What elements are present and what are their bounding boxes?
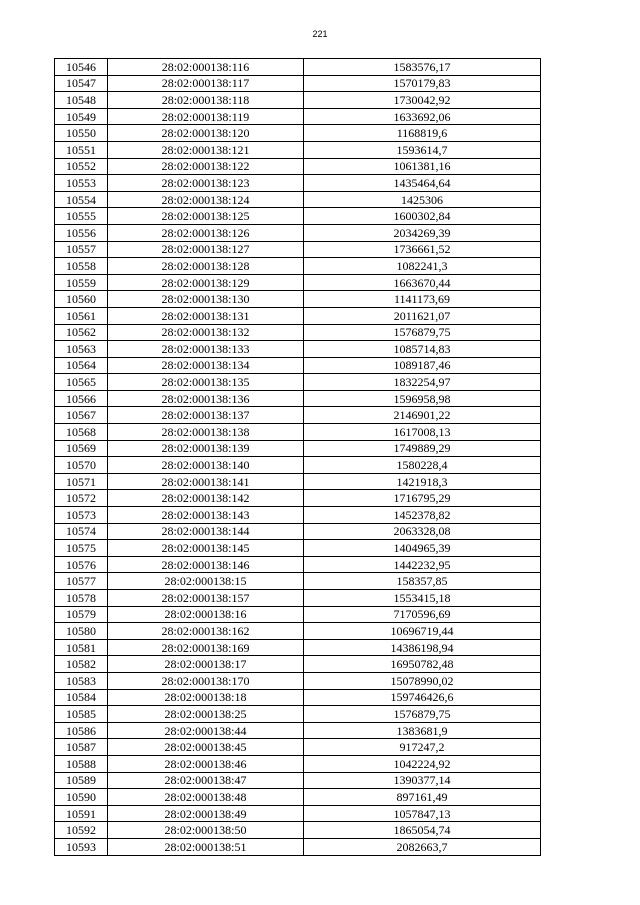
table-row [55,108,541,125]
cadastral-number-cell: 28:02:000138:144 [108,523,304,540]
table-row [55,722,541,739]
table-row [55,656,541,673]
cadastral-number-cell: 28:02:000138:169 [108,639,304,656]
row-number-cell: 10590 [55,789,108,806]
cadastral-number-cell: 28:02:000138:119 [108,108,304,125]
row-number-cell: 10593 [55,838,108,855]
cadastral-value-cell: 1663670,44 [304,274,541,291]
cadastral-number-cell: 28:02:000138:47 [108,772,304,789]
cadastral-value-cell: 1730042,92 [304,92,541,109]
cadastral-number-cell: 28:02:000138:138 [108,424,304,441]
table-row [55,307,541,324]
table-row [55,59,541,76]
cadastral-value-cell: 1553415,18 [304,590,541,607]
cadastral-value-cell: 1390377,14 [304,772,541,789]
table-row [55,706,541,723]
cadastral-number-cell: 28:02:000138:129 [108,274,304,291]
cadastral-value-cell: 2011621,07 [304,307,541,324]
cadastral-value-cell: 1736661,52 [304,241,541,258]
cadastral-value-cell: 1061381,16 [304,158,541,175]
table-row [55,191,541,208]
cadastral-value-cell: 1633692,06 [304,108,541,125]
cadastral-value-cell: 1085714,83 [304,341,541,358]
table-row [55,158,541,175]
row-number-cell: 10577 [55,573,108,590]
row-number-cell: 10559 [55,274,108,291]
cadastral-number-cell: 28:02:000138:122 [108,158,304,175]
table-row [55,822,541,839]
row-number-cell: 10585 [55,706,108,723]
row-number-cell: 10564 [55,357,108,374]
cadastral-value-cell: 1082241,3 [304,258,541,275]
row-number-cell: 10555 [55,208,108,225]
row-number-cell: 10552 [55,158,108,175]
cadastral-value-cell: 1593614,7 [304,141,541,158]
table-row [55,672,541,689]
table-row [55,805,541,822]
table-row [55,739,541,756]
cadastral-number-cell: 28:02:000138:143 [108,507,304,524]
cadastral-number-cell: 28:02:000138:50 [108,822,304,839]
cadastral-number-cell: 28:02:000138:170 [108,672,304,689]
table-row [55,125,541,142]
cadastral-value-cell: 897161,49 [304,789,541,806]
cadastral-number-cell: 28:02:000138:125 [108,208,304,225]
cadastral-value-cell: 1141173,69 [304,291,541,308]
table-row [55,341,541,358]
table-row [55,175,541,192]
row-number-cell: 10553 [55,175,108,192]
cadastral-value-cell: 14386198,94 [304,639,541,656]
row-number-cell: 10573 [55,507,108,524]
table-row [55,556,541,573]
cadastral-value-cell: 159746426,6 [304,689,541,706]
cadastral-number-cell: 28:02:000138:49 [108,805,304,822]
row-number-cell: 10586 [55,722,108,739]
table-row [55,540,541,557]
cadastral-number-cell: 28:02:000138:126 [108,224,304,241]
cadastral-number-cell: 28:02:000138:157 [108,590,304,607]
cadastral-number-cell: 28:02:000138:130 [108,291,304,308]
cadastral-value-cell: 1576879,75 [304,324,541,341]
cadastral-number-cell: 28:02:000138:162 [108,623,304,640]
cadastral-value-cell: 2063328,08 [304,523,541,540]
row-number-cell: 10574 [55,523,108,540]
cadastral-value-cell: 1442232,95 [304,556,541,573]
cadastral-number-cell: 28:02:000138:124 [108,191,304,208]
row-number-cell: 10584 [55,689,108,706]
cadastral-value-cell: 1057847,13 [304,805,541,822]
row-number-cell: 10551 [55,141,108,158]
cadastral-value-cell: 1749889,29 [304,440,541,457]
row-number-cell: 10561 [55,307,108,324]
cadastral-number-cell: 28:02:000138:139 [108,440,304,457]
row-number-cell: 10583 [55,672,108,689]
cadastral-number-cell: 28:02:000138:116 [108,59,304,76]
table-row [55,424,541,441]
row-number-cell: 10571 [55,473,108,490]
row-number-cell: 10572 [55,490,108,507]
cadastral-value-cell: 2146901,22 [304,407,541,424]
cadastral-number-cell: 28:02:000138:131 [108,307,304,324]
cadastral-value-cell: 1042224,92 [304,755,541,772]
table-row [55,457,541,474]
cadastral-value-cell: 1570179,83 [304,75,541,92]
row-number-cell: 10550 [55,125,108,142]
cadastral-number-cell: 28:02:000138:137 [108,407,304,424]
cadastral-value-cell: 1089187,46 [304,357,541,374]
table-row [55,258,541,275]
row-number-cell: 10576 [55,556,108,573]
cadastral-number-cell: 28:02:000138:51 [108,838,304,855]
row-number-cell: 10587 [55,739,108,756]
table-row [55,523,541,540]
cadastral-number-cell: 28:02:000138:127 [108,241,304,258]
cadastral-value-cell: 1596958,98 [304,390,541,407]
row-number-cell: 10582 [55,656,108,673]
table-row [55,407,541,424]
table-row [55,473,541,490]
cadastral-number-cell: 28:02:000138:17 [108,656,304,673]
table-row [55,208,541,225]
table-row [55,639,541,656]
cadastral-number-cell: 28:02:000138:15 [108,573,304,590]
row-number-cell: 10578 [55,590,108,607]
table-row [55,838,541,855]
cadastral-number-cell: 28:02:000138:132 [108,324,304,341]
row-number-cell: 10588 [55,755,108,772]
table-row [55,623,541,640]
cadastral-value-cell: 1865054,74 [304,822,541,839]
cadastral-value-cell: 1576879,75 [304,706,541,723]
row-number-cell: 10546 [55,59,108,76]
row-number-cell: 10557 [55,241,108,258]
cadastral-number-cell: 28:02:000138:128 [108,258,304,275]
cadastral-number-cell: 28:02:000138:136 [108,390,304,407]
table-row [55,357,541,374]
cadastral-value-cell: 1435464,64 [304,175,541,192]
cadastral-number-cell: 28:02:000138:142 [108,490,304,507]
cadastral-value-cell: 1383681,9 [304,722,541,739]
table-row [55,573,541,590]
cadastral-value-cell: 15078990,02 [304,672,541,689]
cadastral-value-cell: 1168819,6 [304,125,541,142]
cadastral-number-cell: 28:02:000138:146 [108,556,304,573]
table-row [55,291,541,308]
table-row [55,274,541,291]
cadastral-value-cell: 1580228,4 [304,457,541,474]
row-number-cell: 10579 [55,606,108,623]
row-number-cell: 10563 [55,341,108,358]
cadastral-number-cell: 28:02:000138:121 [108,141,304,158]
row-number-cell: 10569 [55,440,108,457]
cadastral-number-cell: 28:02:000138:46 [108,755,304,772]
row-number-cell: 10548 [55,92,108,109]
row-number-cell: 10589 [55,772,108,789]
cadastral-number-cell: 28:02:000138:141 [108,473,304,490]
table-row [55,374,541,391]
cadastral-value-table [54,58,541,856]
cadastral-value-cell: 1600302,84 [304,208,541,225]
cadastral-number-cell: 28:02:000138:120 [108,125,304,142]
row-number-cell: 10562 [55,324,108,341]
cadastral-value-cell: 1452378,82 [304,507,541,524]
cadastral-number-cell: 28:02:000138:123 [108,175,304,192]
cadastral-value-cell: 16950782,48 [304,656,541,673]
cadastral-value-cell: 917247,2 [304,739,541,756]
cadastral-value-cell: 2082663,7 [304,838,541,855]
cadastral-value-cell: 1425306 [304,191,541,208]
row-number-cell: 10565 [55,374,108,391]
table-row [55,772,541,789]
cadastral-number-cell: 28:02:000138:134 [108,357,304,374]
cadastral-number-cell: 28:02:000138:135 [108,374,304,391]
row-number-cell: 10554 [55,191,108,208]
row-number-cell: 10580 [55,623,108,640]
cadastral-value-cell: 1832254,97 [304,374,541,391]
table-row [55,755,541,772]
table-row [55,92,541,109]
row-number-cell: 10566 [55,390,108,407]
row-number-cell: 10591 [55,805,108,822]
table-row [55,689,541,706]
row-number-cell: 10592 [55,822,108,839]
table-row [55,141,541,158]
cadastral-value-cell: 1583576,17 [304,59,541,76]
table-row [55,75,541,92]
row-number-cell: 10567 [55,407,108,424]
cadastral-value-cell: 1421918,3 [304,473,541,490]
table-row [55,324,541,341]
row-number-cell: 10560 [55,291,108,308]
table-row [55,606,541,623]
table-row [55,390,541,407]
row-number-cell: 10581 [55,639,108,656]
table-body [55,59,541,856]
table-row [55,789,541,806]
table-row [55,590,541,607]
cadastral-value-cell: 1617008,13 [304,424,541,441]
cadastral-number-cell: 28:02:000138:140 [108,457,304,474]
cadastral-number-cell: 28:02:000138:16 [108,606,304,623]
row-number-cell: 10568 [55,424,108,441]
cadastral-number-cell: 28:02:000138:25 [108,706,304,723]
cadastral-number-cell: 28:02:000138:45 [108,739,304,756]
cadastral-number-cell: 28:02:000138:133 [108,341,304,358]
row-number-cell: 10547 [55,75,108,92]
cadastral-value-cell: 158357,85 [304,573,541,590]
cadastral-number-cell: 28:02:000138:117 [108,75,304,92]
cadastral-number-cell: 28:02:000138:145 [108,540,304,557]
cadastral-number-cell: 28:02:000138:118 [108,92,304,109]
row-number-cell: 10558 [55,258,108,275]
table-row [55,490,541,507]
table-row [55,241,541,258]
cadastral-value-cell: 1404965,39 [304,540,541,557]
table-row [55,224,541,241]
cadastral-value-cell: 10696719,44 [304,623,541,640]
cadastral-number-cell: 28:02:000138:18 [108,689,304,706]
row-number-cell: 10549 [55,108,108,125]
table-row [55,440,541,457]
row-number-cell: 10570 [55,457,108,474]
cadastral-value-cell: 2034269,39 [304,224,541,241]
cadastral-number-cell: 28:02:000138:44 [108,722,304,739]
table-row [55,507,541,524]
row-number-cell: 10575 [55,540,108,557]
row-number-cell: 10556 [55,224,108,241]
page-number: 221 [312,29,328,39]
cadastral-number-cell: 28:02:000138:48 [108,789,304,806]
cadastral-value-cell: 1716795,29 [304,490,541,507]
cadastral-value-cell: 7170596,69 [304,606,541,623]
